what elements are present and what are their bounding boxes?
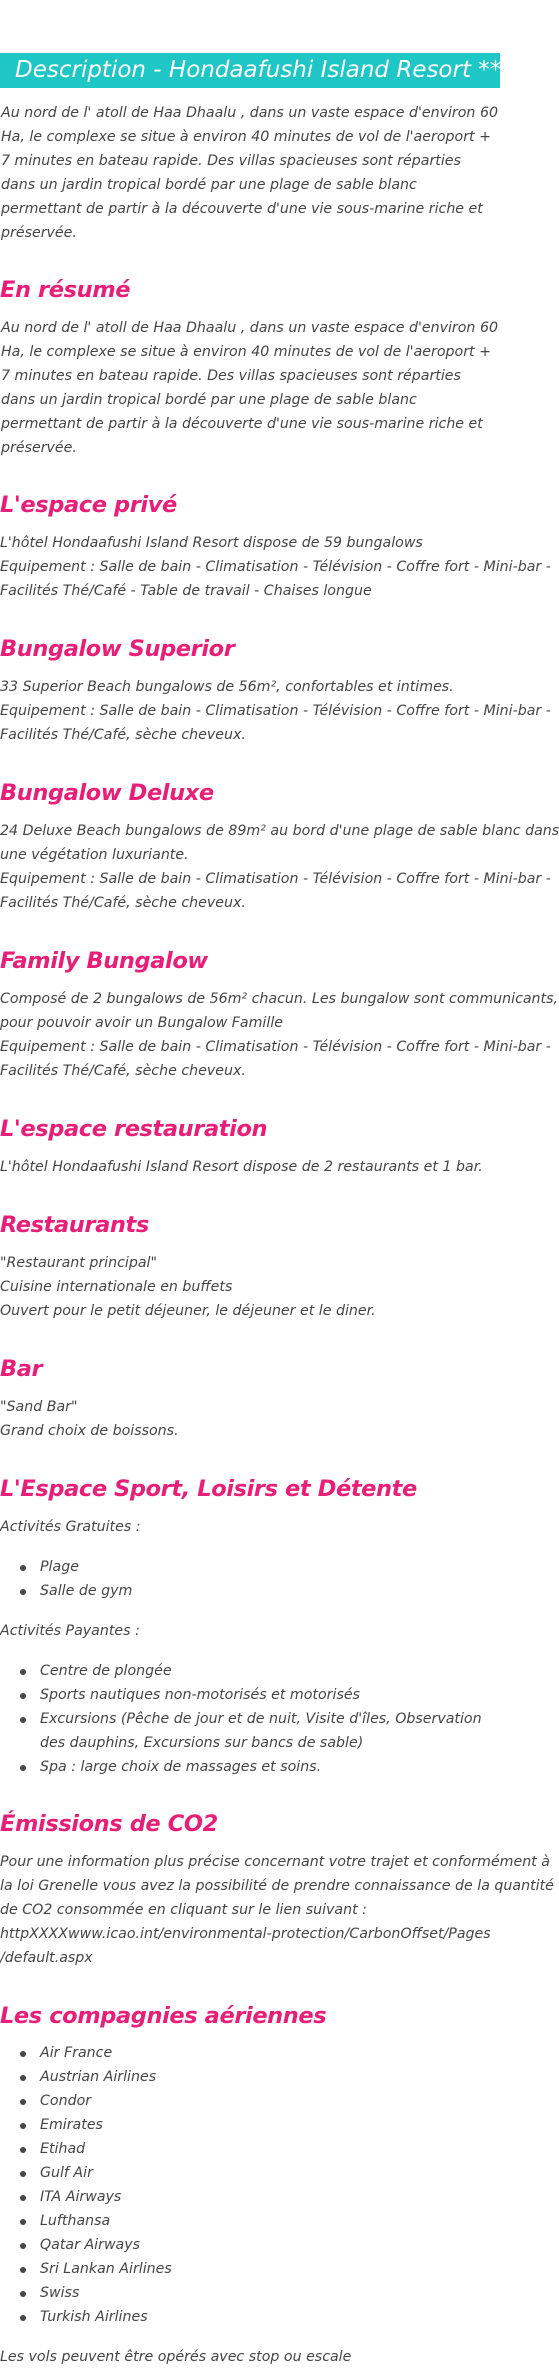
text-line: Cuisine internationale en buffets xyxy=(0,1279,233,1295)
bullet-icon xyxy=(20,2123,26,2129)
text-line: Equipement : Salle de bain - Climatisation - Télévision - Coffre fort - Mini-bar - xyxy=(0,559,551,575)
list-item-label: Sports nautiques non-motorisés et motorisés xyxy=(40,1687,360,1703)
list-item-label: Etihad xyxy=(40,2141,86,2157)
text-line: de CO2 consommée en cliquant sur le lien suivant : xyxy=(0,1902,367,1918)
bar-text xyxy=(0,1395,500,1443)
bullet-icon xyxy=(20,2291,26,2297)
page-title: Description - Hondaafushi Island Resort **** xyxy=(0,53,500,88)
text-line: Composé de 2 bungalows de 56m² chacun. Les bungalow sont communicants, xyxy=(0,991,559,1007)
list-item-label: Turkish Airlines xyxy=(40,2309,148,2325)
list-item xyxy=(40,2257,500,2281)
text-line: 24 Deluxe Beach bungalows de 89m² au bord d'une plage de sable blanc dans xyxy=(0,823,559,839)
restaurants-text xyxy=(0,1251,500,1323)
bullet-icon xyxy=(20,2243,26,2249)
bullet-icon xyxy=(20,1565,26,1571)
bullet-icon xyxy=(20,1589,26,1595)
text-line: Pour une information plus précise concernant votre trajet et conformément à xyxy=(0,1854,550,1870)
list-item-label: Air France xyxy=(40,2045,113,2061)
list-item-label: Excursions (Pêche de jour et de nuit, Visite d'îles, Observation des dauphins, Excursions sur bancs de sable) xyxy=(40,1711,482,1751)
activites-gratuites-list xyxy=(0,1555,500,1603)
superior-text xyxy=(0,675,551,747)
bullet-icon xyxy=(20,1693,26,1699)
list-item-label: Qatar Airways xyxy=(40,2237,141,2253)
list-item xyxy=(40,2137,500,2161)
restauration-text xyxy=(0,1155,500,1179)
list-item xyxy=(40,1659,500,1683)
list-item-label: Plage xyxy=(40,1559,79,1575)
list-item xyxy=(40,2065,500,2089)
airlines-list xyxy=(0,2041,500,2329)
heading-bar: Bar xyxy=(0,1356,43,1382)
text-line: pour pouvoir avoir un Bungalow Famille xyxy=(0,1015,283,1031)
bullet-icon xyxy=(20,2099,26,2105)
heading-espace-restauration: L'espace restauration xyxy=(0,1116,268,1142)
heading-espace-prive: L'espace privé xyxy=(0,492,177,518)
text-line: la loi Grenelle vous avez la possibilité de prendre connaissance de la quantité xyxy=(0,1878,554,1894)
bullet-icon xyxy=(20,2219,26,2225)
text-line: Equipement : Salle de bain - Climatisation - Télévision - Coffre fort - Mini-bar - xyxy=(0,703,551,719)
resume-text: Au nord de l' atoll de Haa Dhaalu , dans un vaste espace d'environ 60 Ha, le complexe se situe à environ 40 minutes de vol de l'aeroport + 7 minutes en bateau rapide. Des villas spacieuses sont réparties dans un jardin tropical bordé par une plage de sable blanc permettant de partir à la découverte d'une vie sous-marine riche et préservée. xyxy=(1,320,498,456)
text-line: Les vols peuvent être opérés avec stop ou escale xyxy=(0,2349,352,2365)
list-item-label: Centre de plongée xyxy=(40,1663,172,1679)
list-item-label: Condor xyxy=(40,2093,92,2109)
bullet-icon xyxy=(20,1669,26,1675)
heading-family-bungalow: Family Bungalow xyxy=(0,948,208,974)
list-item-label: Gulf Air xyxy=(40,2165,93,2181)
bullet-icon xyxy=(20,1765,26,1771)
text-line: Equipement : Salle de bain - Climatisation - Télévision - Coffre fort - Mini-bar - xyxy=(0,871,551,887)
list-item xyxy=(40,2233,500,2257)
espace-prive-text xyxy=(0,531,551,603)
text-line: Equipement : Salle de bain - Climatisation - Télévision - Coffre fort - Mini-bar - xyxy=(0,1039,551,1055)
text-line: Facilités Thé/Café, sèche cheveux. xyxy=(0,1063,246,1079)
list-item-label: Salle de gym xyxy=(40,1583,133,1599)
text-line: 33 Superior Beach bungalows de 56m², confortables et intimes. xyxy=(0,679,454,695)
co2-text xyxy=(0,1850,554,1970)
text-line: une végétation luxuriante. xyxy=(0,847,189,863)
list-item xyxy=(40,2209,500,2233)
heading-restaurants: Restaurants xyxy=(0,1212,149,1238)
text-line: Activités Gratuites : xyxy=(0,1519,141,1535)
list-item-label: Lufthansa xyxy=(40,2213,111,2229)
bullet-icon xyxy=(20,2147,26,2153)
bullet-icon xyxy=(20,2051,26,2057)
text-line: L'hôtel Hondaafushi Island Resort dispose de 59 bungalows xyxy=(0,535,423,551)
family-text xyxy=(0,987,559,1083)
list-item xyxy=(40,1755,500,1779)
text-line: Facilités Thé/Café, sèche cheveux. xyxy=(0,895,246,911)
text-line: Activités Payantes : xyxy=(0,1623,140,1639)
text-line: Grand choix de boissons. xyxy=(0,1423,179,1439)
activites-payantes-list xyxy=(0,1659,500,1779)
text-line: Facilités Thé/Café - Table de travail - Chaises longue xyxy=(0,583,372,599)
bullet-icon xyxy=(20,2075,26,2081)
list-item xyxy=(40,2305,500,2329)
heading-emissions-co2: Émissions de CO2 xyxy=(0,1811,218,1837)
bullet-icon xyxy=(20,2171,26,2177)
list-item xyxy=(40,2161,500,2185)
list-item xyxy=(40,2281,500,2305)
list-item-label: Swiss xyxy=(40,2285,80,2301)
heading-compagnies-aeriennes: Les compagnies aériennes xyxy=(0,2003,327,2029)
text-line: L'hôtel Hondaafushi Island Resort dispose de 2 restaurants et 1 bar. xyxy=(0,1159,483,1175)
heading-bungalow-deluxe: Bungalow Deluxe xyxy=(0,780,214,806)
intro-text: Au nord de l' atoll de Haa Dhaalu , dans un vaste espace d'environ 60 Ha, le complexe se situe à environ 40 minutes de vol de l'aeroport + 7 minutes en bateau rapide. Des villas spacieuses sont réparties dans un jardin tropical bordé par une plage de sable blanc permettant de partir à la découverte d'une vie sous-marine riche et préservée. xyxy=(1,105,498,241)
list-item-label: Sri Lankan Airlines xyxy=(40,2261,172,2277)
list-item xyxy=(40,1579,500,1603)
text-line: "Sand Bar" xyxy=(0,1399,78,1415)
bullet-icon xyxy=(20,2267,26,2273)
list-item xyxy=(40,2185,500,2209)
list-item xyxy=(40,1683,500,1707)
list-item-label: Spa : large choix de massages et soins. xyxy=(40,1759,322,1775)
bullet-icon xyxy=(20,2195,26,2201)
list-item xyxy=(40,2113,500,2137)
bullet-icon xyxy=(20,1717,26,1723)
list-item-label: Austrian Airlines xyxy=(40,2069,157,2085)
deluxe-text xyxy=(0,819,559,915)
text-line: Ouvert pour le petit déjeuner, le déjeuner et le diner. xyxy=(0,1303,376,1319)
airlines-note xyxy=(0,2345,500,2369)
co2-link-end[interactable]: /default.aspx xyxy=(0,1950,93,1966)
list-item xyxy=(40,1707,500,1755)
heading-resume: En résumé xyxy=(0,277,131,303)
bullet-icon xyxy=(20,2315,26,2321)
text-line: "Restaurant principal" xyxy=(0,1255,158,1271)
heading-espace-sport: L'Espace Sport, Loisirs et Détente xyxy=(0,1476,417,1502)
heading-bungalow-superior: Bungalow Superior xyxy=(0,636,235,662)
list-item xyxy=(40,1555,500,1579)
activites-gratuites-label xyxy=(0,1515,500,1539)
list-item-label: Emirates xyxy=(40,2117,103,2133)
list-item-label: ITA Airways xyxy=(40,2189,122,2205)
list-item xyxy=(40,2089,500,2113)
list-item xyxy=(40,2041,500,2065)
activites-payantes-label xyxy=(0,1619,500,1643)
text-line: Facilités Thé/Café, sèche cheveux. xyxy=(0,727,246,743)
co2-link[interactable]: httpXXXXwww.icao.int/environmental-protection/CarbonOffset/Pages xyxy=(0,1926,491,1942)
